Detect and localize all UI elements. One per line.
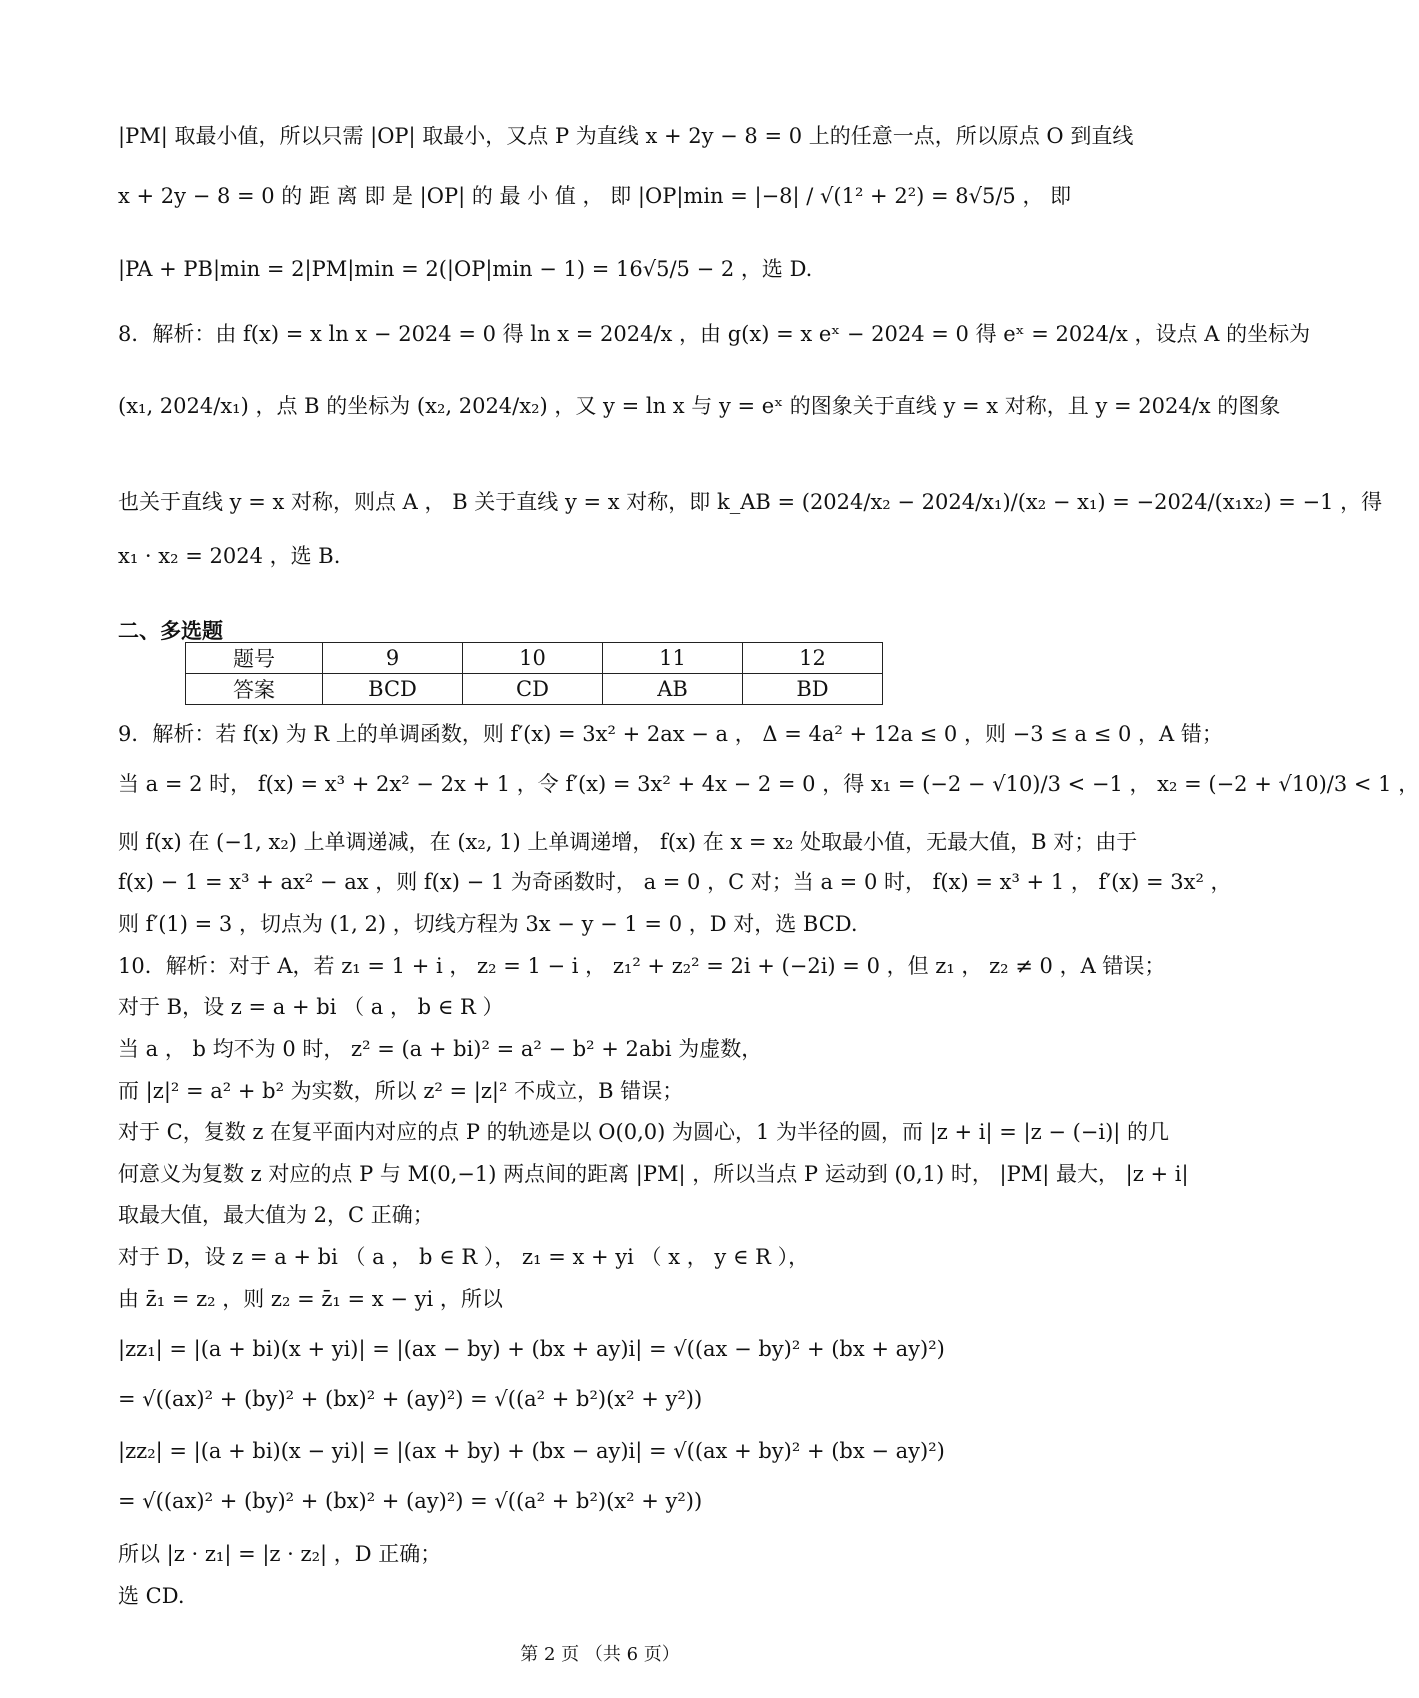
table-cell: 12: [743, 643, 883, 674]
text-line: |PM| 取最小值，所以只需 |OP| 取最小，又点 P 为直线 x + 2y − 8 = 0 上的任意一点，所以原点 O 到直线: [118, 124, 1134, 148]
text-line: 则 f′(1) = 3 ，切点为 (1, 2) ，切线方程为 3x − y − 1 = 0 ，D 对，选 BCD.: [118, 912, 858, 936]
text-line: = √((ax)² + (by)² + (bx)² + (ay)²) = √((a² + b²)(x² + y²)): [118, 1387, 703, 1411]
text-line: 则 f(x) 在 (−1, x₂) 上单调递减，在 (x₂, 1) 上单调递增， f(x) 在 x = x₂ 处取最小值，无最大值，B 对；由于: [118, 830, 1138, 854]
section-title: 二、多选题: [118, 619, 223, 643]
table-cell: 11: [603, 643, 743, 674]
answer-table: [185, 642, 883, 705]
text-line: 也关于直线 y = x 对称，则点 A ， B 关于直线 y = x 对称，即 k_AB = (2024/x₂ − 2024/x₁)/(x₂ − x₁) = −2024/(x₁x₂) = −1 ，得: [118, 490, 1383, 514]
table-cell: BD: [743, 674, 883, 705]
text-line: 9．解析：若 f(x) 为 R 上的单调函数，则 f′(x) = 3x² + 2ax − a ， Δ = 4a² + 12a ≤ 0 ，则 −3 ≤ a ≤ 0 ，A 错；: [118, 722, 1223, 746]
text-line: 取最大值，最大值为 2，C 正确；: [118, 1203, 434, 1227]
text-line: |zz₂| = |(a + bi)(x − yi)| = |(ax + by) + (bx − ay)i| = √((ax + by)² + (bx − ay)²): [118, 1439, 945, 1463]
table-cell: 题号: [186, 643, 323, 674]
text-line: 何意义为复数 z 对应的点 P 与 M(0,−1) 两点间的距离 |PM| ，所以当点 P 运动到 (0,1) 时， |PM| 最大， |z + i|: [118, 1162, 1189, 1186]
text-line: 由 z̄₁ = z₂ ，则 z₂ = z̄₁ = x − yi ，所以: [118, 1287, 503, 1311]
text-line: 10．解析：对于 A，若 z₁ = 1 + i ， z₂ = 1 − i ， z₁² + z₂² = 2i + (−2i) = 0 ，但 z₁ ， z₂ ≠ 0 ，A 错误；: [118, 954, 1166, 978]
text-line: 所以 |z · z₁| = |z · z₂| ，D 正确；: [118, 1542, 442, 1566]
text-line: 当 a = 2 时， f(x) = x³ + 2x² − 2x + 1 ，令 f′(x) = 3x² + 4x − 2 = 0 ，得 x₁ = (−2 − √10)/3 < −1 ， x₂ = (−2 + √10)/3 < 1 ，: [118, 772, 1419, 796]
text-line: 8．解析：由 f(x) = x ln x − 2024 = 0 得 ln x = 2024/x ，由 g(x) = x eˣ − 2024 = 0 得 eˣ = 2024/x ，设点 A 的坐标为: [118, 322, 1311, 346]
text-line: |PA + PB|min = 2|PM|min = 2(|OP|min − 1) = 16√5/5 − 2 ，选 D.: [118, 257, 813, 281]
table-cell: CD: [463, 674, 603, 705]
table-cell: 10: [463, 643, 603, 674]
table-cell: BCD: [323, 674, 463, 705]
text-line: f(x) − 1 = x³ + ax² − ax ，则 f(x) − 1 为奇函数时， a = 0 ，C 对；当 a = 0 时， f(x) = x³ + 1 ， f′(x) = 3x² ，: [118, 870, 1232, 894]
text-line: 而 |z|² = a² + b² 为实数，所以 z² = |z|² 不成立，B 错误；: [118, 1079, 684, 1103]
text-line: x + 2y − 8 = 0 的 距 离 即 是 |OP| 的 最 小 值 ， 即 |OP|min = |−8| / √(1² + 2²) = 8√5/5 ， 即: [118, 184, 1072, 208]
table-row-answers: [186, 674, 883, 705]
text-line: 选 CD.: [118, 1584, 185, 1608]
text-line: = √((ax)² + (by)² + (bx)² + (ay)²) = √((a² + b²)(x² + y²)): [118, 1489, 703, 1513]
table-cell: AB: [603, 674, 743, 705]
text-line: 当 a ， b 均不为 0 时， z² = (a + bi)² = a² − b² + 2abi 为虚数，: [118, 1037, 763, 1061]
page-footer: 第 2 页 （共 6 页）: [520, 1644, 680, 1665]
table-row-question-numbers: [186, 643, 883, 674]
table-cell: 答案: [186, 674, 323, 705]
text-line: 对于 D，设 z = a + bi （ a ， b ∈ R ）， z₁ = x + yi （ x ， y ∈ R ），: [118, 1245, 810, 1269]
text-line: (x₁, 2024/x₁) ，点 B 的坐标为 (x₂, 2024/x₂) ，又 y = ln x 与 y = eˣ 的图象关于直线 y = x 对称，且 y = 2024/x 的图象: [118, 394, 1281, 418]
table-cell: 9: [323, 643, 463, 674]
text-line: |zz₁| = |(a + bi)(x + yi)| = |(ax − by) + (bx + ay)i| = √((ax − by)² + (bx + ay)²): [118, 1337, 945, 1361]
text-line: 对于 B，设 z = a + bi （ a ， b ∈ R ）: [118, 995, 504, 1019]
text-line: x₁ · x₂ = 2024 ，选 B.: [118, 544, 341, 568]
text-line: 对于 C，复数 z 在复平面内对应的点 P 的轨迹是以 O(0,0) 为圆心，1 为半径的圆，而 |z + i| = |z − (−i)| 的几: [118, 1120, 1170, 1144]
